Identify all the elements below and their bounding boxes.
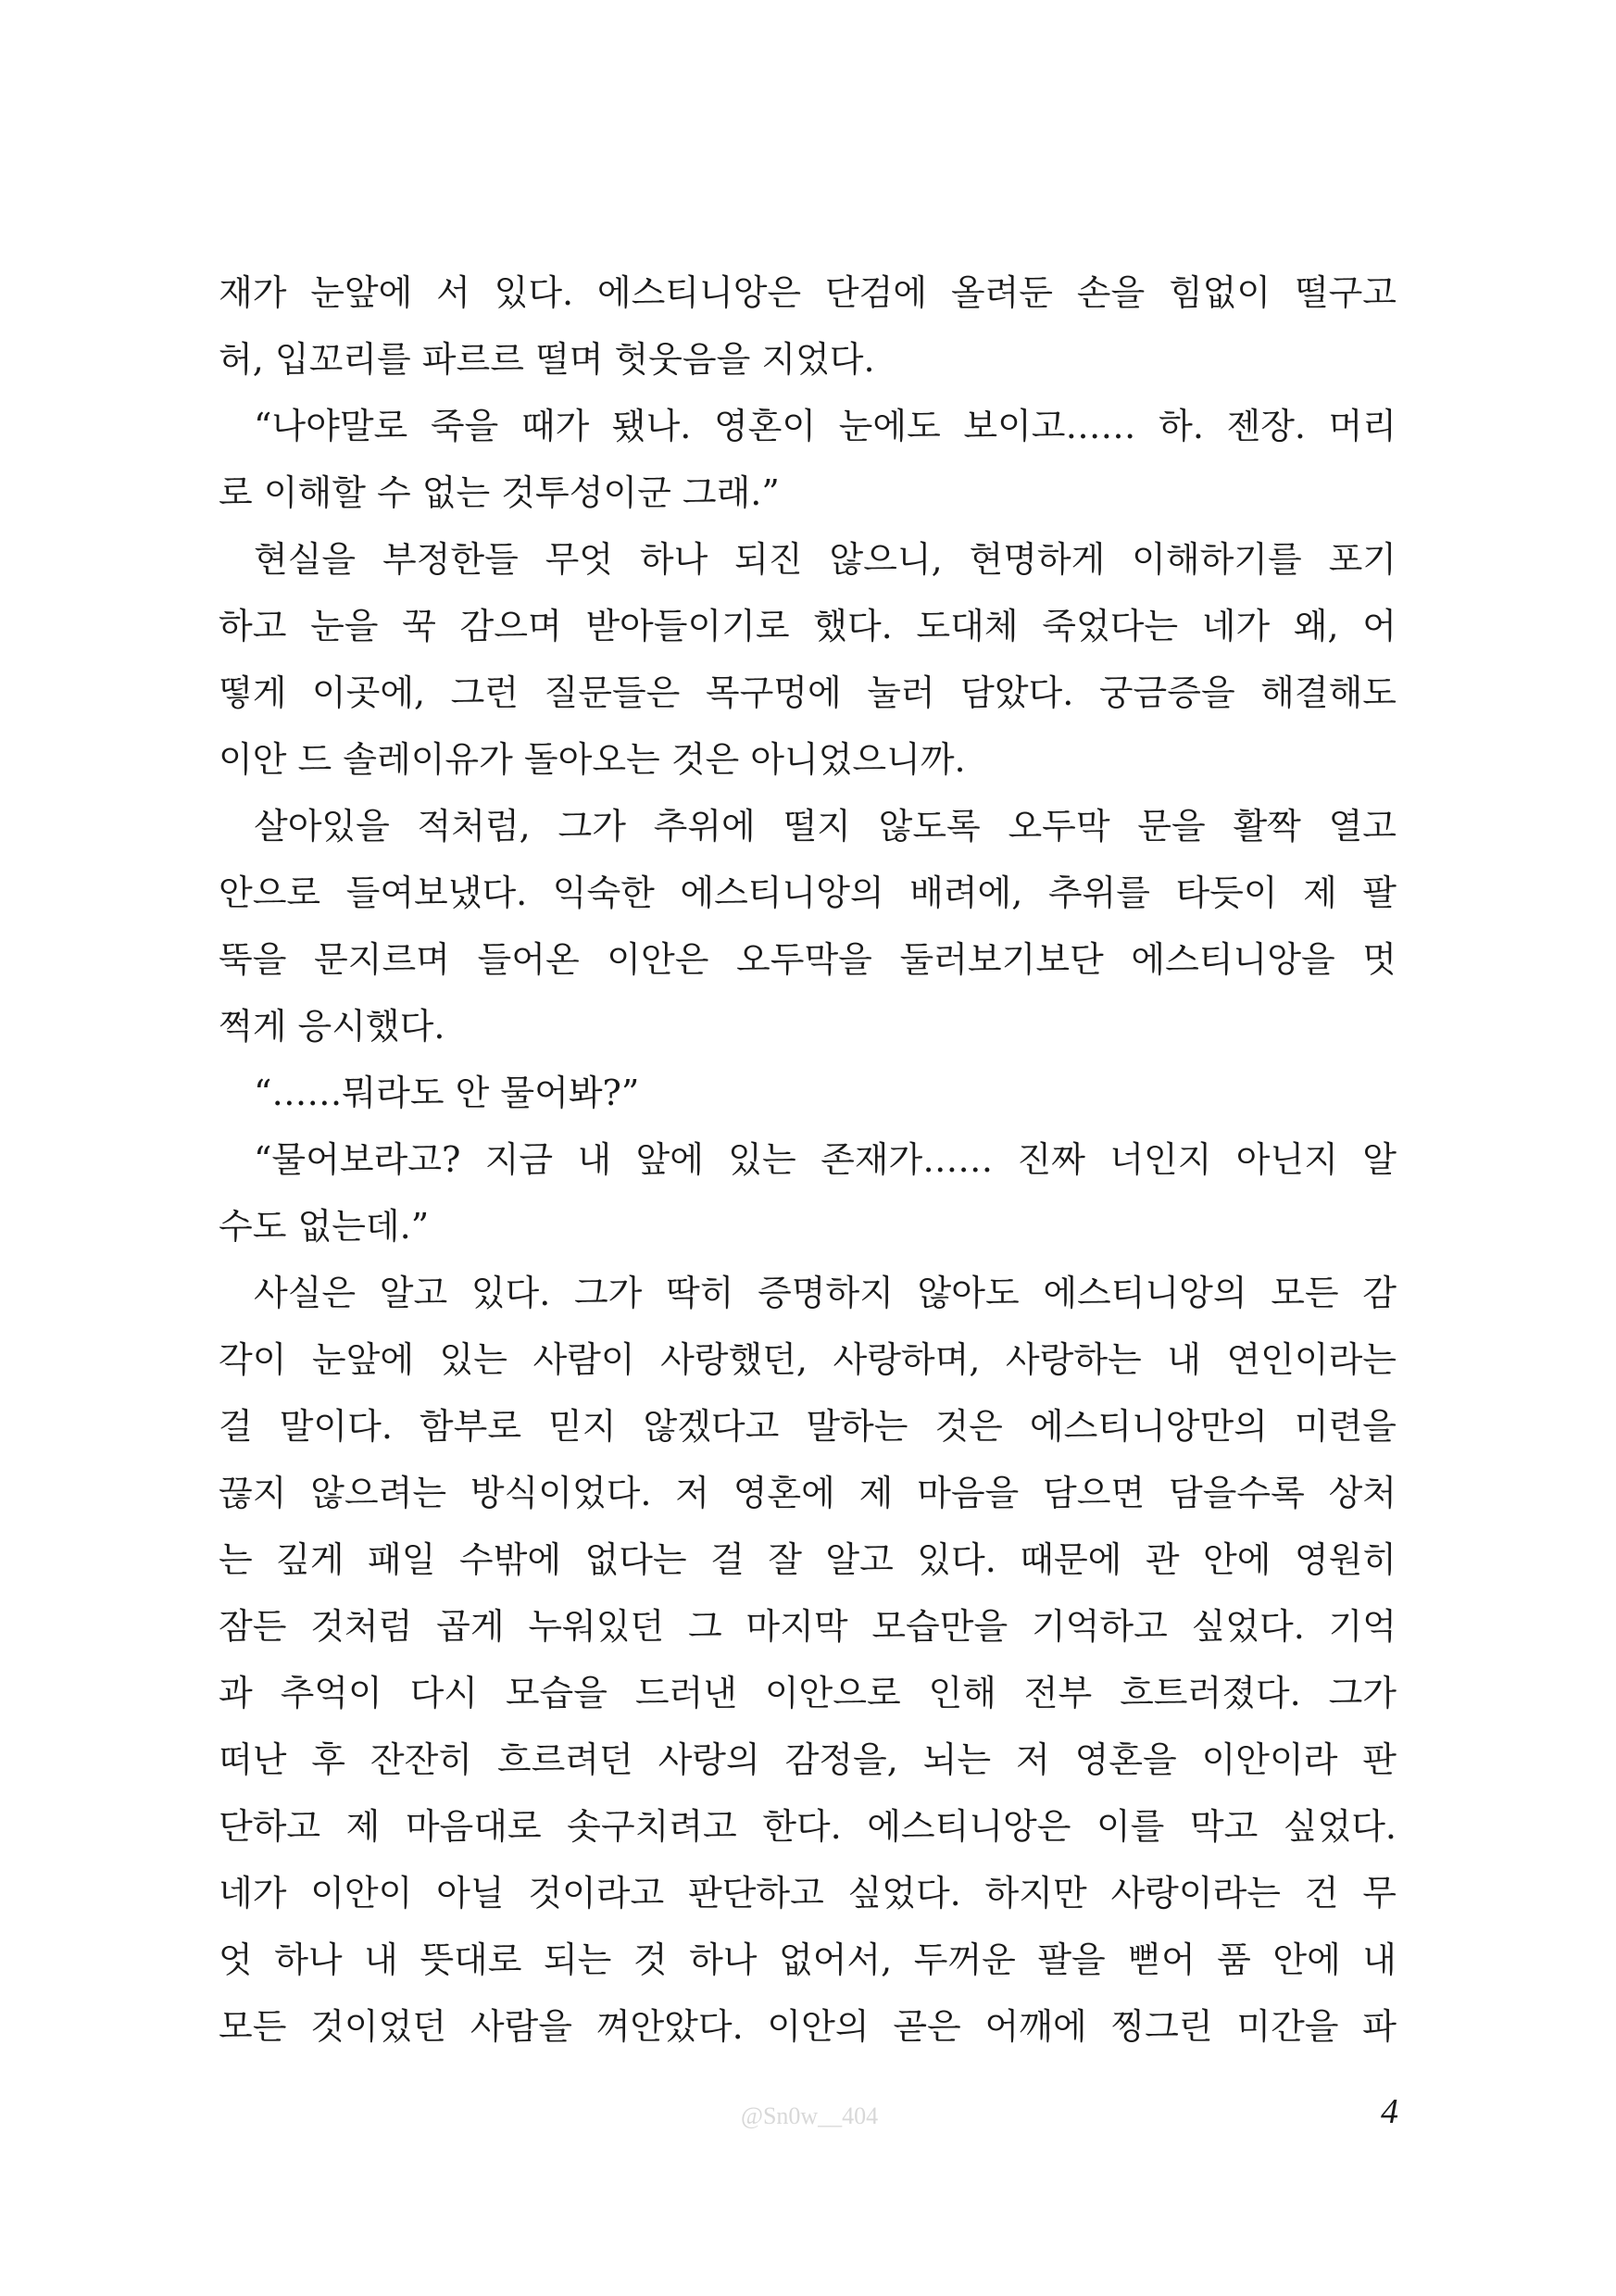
text-line: 안으로 들여보냈다. 익숙한 에스티니앙의 배려에, 추위를 타듯이 제 팔 bbox=[219, 872, 1397, 913]
body-text bbox=[219, 259, 1397, 2060]
text-line: 수도 없는데.” bbox=[219, 1206, 430, 1247]
text-line: 재가 눈앞에 서 있다. 에스티니앙은 단검에 올려둔 손을 힘없이 떨구고 bbox=[219, 272, 1397, 313]
text-line: 단하고 제 마음대로 솟구치려고 한다. 에스티니앙은 이를 막고 싶었다. bbox=[219, 1806, 1397, 1847]
text-line: 걸 말이다. 함부로 믿지 않겠다고 말하는 것은 에스티니앙만의 미련을 bbox=[219, 1406, 1397, 1447]
text-line: 잠든 것처럼 곱게 누워있던 그 마지막 모습만을 기억하고 싶었다. 기억 bbox=[219, 1606, 1397, 1647]
text-line: 하고 눈을 꾹 감으며 받아들이기로 했다. 도대체 죽었다는 네가 왜, 어 bbox=[219, 606, 1397, 646]
text-line: 끊지 않으려는 방식이었다. 저 영혼에 제 마음을 담으면 담을수록 상처 bbox=[219, 1473, 1397, 1513]
text-line: 현실을 부정한들 무엇 하나 되진 않으니, 현명하게 이해하기를 포기 bbox=[254, 539, 1397, 580]
text-line: “……뭐라도 안 물어봐?” bbox=[254, 1073, 640, 1113]
text-line: 떻게 이곳에, 그런 질문들은 목구멍에 눌러 담았다. 궁금증을 해결해도 bbox=[219, 672, 1397, 713]
text-line: 로 이해할 수 없는 것투성이군 그래.” bbox=[219, 472, 780, 513]
text-line: 떠난 후 잔잔히 흐르려던 사랑의 감정을, 뇌는 저 영혼을 이안이라 판 bbox=[219, 1739, 1397, 1780]
watermark: @Sn0w__404 bbox=[741, 2102, 879, 2129]
page-number: 4 bbox=[1381, 2092, 1398, 2131]
text-line: 살아있을 적처럼, 그가 추위에 떨지 않도록 오두막 문을 활짝 열고 bbox=[254, 806, 1397, 847]
text-line: 과 추억이 다시 모습을 드러낸 이안으로 인해 전부 흐트러졌다. 그가 bbox=[219, 1673, 1397, 1713]
text-line: 허, 입꼬리를 파르르 떨며 헛웃음을 지었다. bbox=[219, 339, 875, 380]
text-line: 각이 눈앞에 있는 사람이 사랑했던, 사랑하며, 사랑하는 내 연인이라는 bbox=[219, 1339, 1397, 1380]
text-line: 이안 드 솔레이유가 돌아오는 것은 아니었으니까. bbox=[219, 739, 966, 780]
text-line: 사실은 알고 있다. 그가 딱히 증명하지 않아도 에스티니앙의 모든 감 bbox=[254, 1273, 1397, 1313]
text-line: 모든 것이었던 사람을 껴안았다. 이안의 곧은 어깨에 찡그린 미간을 파 bbox=[219, 2006, 1397, 2047]
text-line: “나야말로 죽을 때가 됐나. 영혼이 눈에도 보이고…… 하. 젠장. 머리 bbox=[254, 406, 1397, 446]
text-line: 네가 이안이 아닐 것이라고 판단하고 싶었다. 하지만 사랑이라는 건 무 bbox=[219, 1873, 1397, 1913]
text-line: 는 깊게 패일 수밖에 없다는 걸 잘 알고 있다. 때문에 관 안에 영원히 bbox=[219, 1539, 1397, 1580]
text-line: “물어보라고? 지금 내 앞에 있는 존재가…… 진짜 너인지 아닌지 알 bbox=[254, 1139, 1397, 1180]
text-line: 쩍게 응시했다. bbox=[219, 1006, 445, 1047]
text-line: 엇 하나 내 뜻대로 되는 것 하나 없어서, 두꺼운 팔을 뻗어 품 안에 내 bbox=[219, 1939, 1397, 1980]
text-line: 뚝을 문지르며 들어온 이안은 오두막을 둘러보기보단 에스티니앙을 멋 bbox=[219, 939, 1397, 980]
